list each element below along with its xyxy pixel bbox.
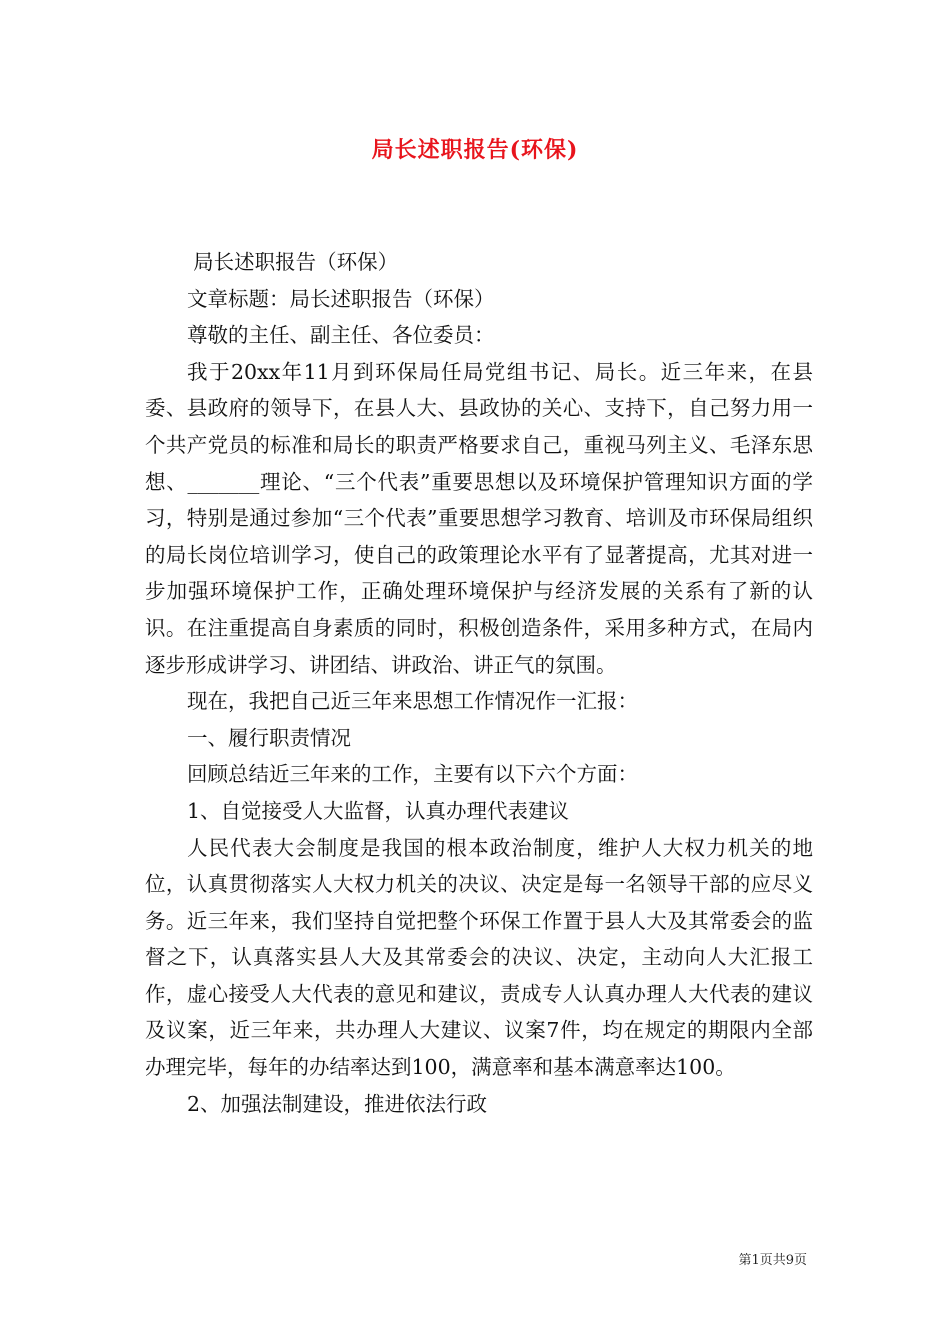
section-heading-duties: 一、履行职责情况 — [187, 725, 352, 750]
paragraph-salutation: 尊敬的主任、副主任、各位委员： — [187, 323, 495, 348]
paragraph-review: 回顾总结近三年来的工作，主要有以下六个方面： — [187, 762, 639, 787]
subsection-heading-1: 1、自觉接受人大监督，认真办理代表建议 — [187, 798, 570, 823]
document-body — [145, 244, 813, 1122]
paragraph-introduction: 我于20xx年11月到环保局任局党组书记、局长。近三年来，在县委、县政府的领导下，在县人大、县政协的关心、支持下，自己努力用一个共产党员的标准和局长的职责严格要求自己，重视马列主义、毛泽东思想、_______理论、“三个代表”重要思想以及环境保护管理知识方面的学习，特别是通过参加“三个代表”重要思想学习教育、培训及市环保局组织的局长岗位培训学习，使自己的政策理论水平有了显著提高，尤其对进一步加强环境保护工作，正确处理环境保护与经济发展的关系有了新的认识。在注重提高自身素质的同时，积极创造条件，采用多种方式，在局内逐步形成讲学习、讲团结、讲政治、讲正气的氛围。 — [145, 359, 813, 677]
document-title: 局长述职报告(环保) — [371, 137, 579, 163]
paragraph-article-title: 文章标题：局长述职报告（环保） — [187, 286, 495, 311]
page-number: 第1页共9页 — [738, 1253, 807, 1268]
subsection-heading-2: 2、加强法制建设，推进依法行政 — [187, 1091, 488, 1116]
paragraph-report-intro: 现在，我把自己近三年来思想工作情况作一汇报： — [187, 689, 639, 714]
paragraph-supervision: 人民代表大会制度是我国的根本政治制度，维护人大权力机关的地位，认真贯彻落实人大权力机关的决议、决定是每一名领导干部的应尽义务。近三年来，我们坚持自觉把整个环保工作置于县人大及其常委会的监督之下，认真落实县人大及其常委会的决议、决定，主动向人大汇报工作，虚心接受人大代表的意见和建议，责成专人认真办理人大代表的建议及议案，近三年来，共办理人大建议、议案7件，均在规定的期限内全部办理完毕，每年的办结率达到100，满意率和基本满意率达100。 — [145, 835, 813, 1080]
paragraph-heading: 局长述职报告（环保） — [193, 250, 399, 274]
